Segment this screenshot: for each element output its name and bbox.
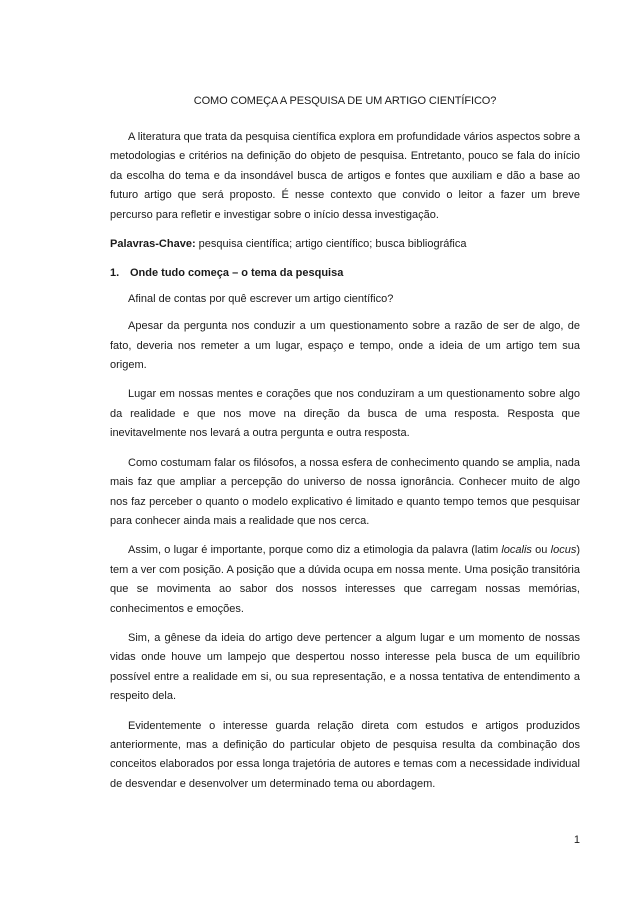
paragraph: Sim, a gênese da ideia do artigo deve pertencer a algum lugar e um momento de nossas vidas onde houve um lampejo que despertou nosso interesse pela busca de um equilíbrio possível entre a realidade em si, ou sua representação, e a nossa tentativa de entendimento a respeito dela.	[110, 631, 580, 703]
paragraph: Como costumam falar os filósofos, a nossa esfera de conhecimento quando se amplia, nada mais faz que ampliar a percepção do universo de nossa ignorância. Conhecer muito de algo nos faz perceber o quanto o modelo explicativo é limitado e quanto tempo temos que pesquisar para conhecer ainda mais a realidade que nos cerca.	[110, 456, 580, 527]
text-span: ou	[531, 544, 551, 557]
latin-term-localis: localis	[501, 544, 532, 557]
keywords-text: pesquisa científica; artigo científico; busca bibliográfica	[198, 238, 467, 251]
document-body	[110, 128, 580, 804]
keywords-line	[110, 235, 580, 254]
page-title: COMO COMEÇA A PESQUISA DE UM ARTIGO CIENTÍFICO?	[193, 95, 497, 107]
page-number: 1	[573, 834, 580, 846]
text-span: ) tem a ver com posição. A posição que a dúvida ocupa em nossa mente. Uma posição transitória que se movimenta ao sabor dos nossos interesses que carregam nossas memórias, conhecimentos e emoções.	[110, 544, 580, 615]
paragraph: Evidentemente o interesse guarda relação direta com estudos e artigos produzidos anteriormente, mas a definição do particular objeto de pesquisa resulta da combinação dos conceitos elaborados por essa longa trajetória de autores e temas com a necessidade individual de desvendar e desenvolver um determinado tema ou abordagem.	[110, 719, 580, 790]
section-heading	[110, 264, 580, 283]
section-number: 1.	[110, 267, 120, 280]
abstract-paragraph: A literatura que trata da pesquisa científica explora em profundidade vários aspectos sobre a metodologias e critérios na definição do objeto de pesquisa. Entretanto, pouco se fala do início da escolha do tema e da insondável busca de artigos e fontes que auxiliam e dão a base ao futuro artigo que será proposto. É nesse contexto que convido o leitor a fazer um breve percurso para refletir e investigar sobre o início dessa investigação.	[110, 131, 580, 221]
latin-term-locus: locus	[550, 544, 577, 557]
paragraph: Apesar da pergunta nos conduzir a um questionamento sobre a razão de ser de algo, de fato, deveria nos remeter a um lugar, espaço e tempo, onde a ideia de um artigo tem sua origem.	[110, 320, 580, 372]
keywords-label: Palavras-Chave:	[110, 238, 196, 251]
paragraph-etymology	[110, 541, 580, 619]
text-span: Assim, o lugar é importante, porque como diz a etimologia da palavra (latim	[128, 544, 502, 557]
paragraph-question: Afinal de contas por quê escrever um artigo científico?	[128, 292, 394, 305]
section-title: Onde tudo começa – o tema da pesquisa	[130, 267, 344, 280]
paragraph: Lugar em nossas mentes e corações que nos conduziram a um questionamento sobre algo da realidade e que nos move na direção da busca de uma resposta. Resposta que inevitavelmente nos levará a outra pergunta e outra resposta.	[110, 388, 580, 440]
